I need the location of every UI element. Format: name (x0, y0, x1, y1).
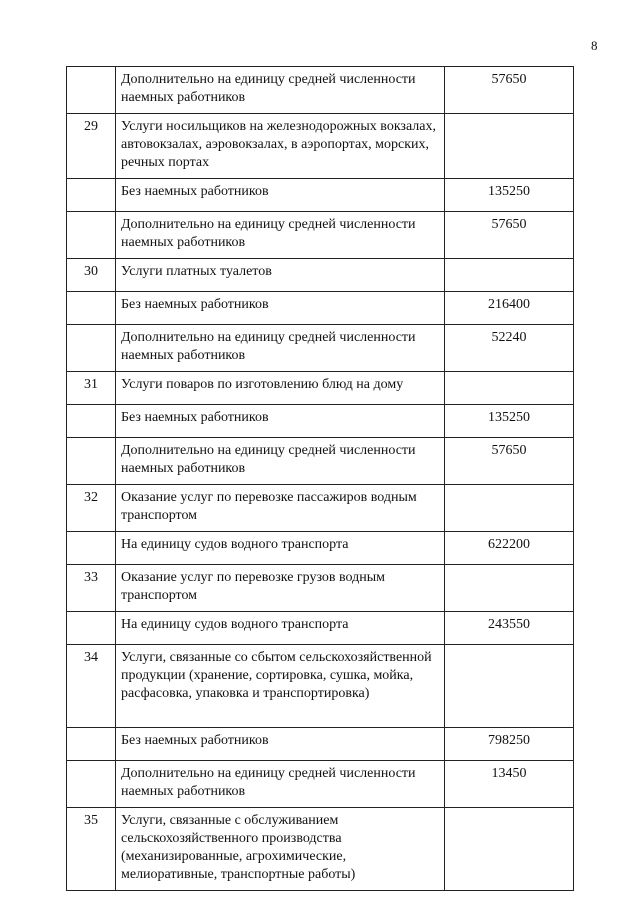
row-value (445, 485, 574, 532)
table-row (67, 645, 574, 728)
row-number (67, 179, 116, 212)
row-description: Дополнительно на единицу средней численности наемных работников (116, 761, 445, 808)
row-number (67, 325, 116, 372)
table-row (67, 292, 574, 325)
row-number: 33 (67, 565, 116, 612)
table-row (67, 532, 574, 565)
page-number: 8 (591, 38, 598, 53)
row-description: Без наемных работников (116, 292, 445, 325)
row-description: Дополнительно на единицу средней численности наемных работников (116, 325, 445, 372)
row-value (445, 372, 574, 405)
row-description: Без наемных работников (116, 405, 445, 438)
row-number (67, 532, 116, 565)
row-number (67, 761, 116, 808)
table-row (67, 405, 574, 438)
row-description: На единицу судов водного транспорта (116, 612, 445, 645)
row-value: 52240 (445, 325, 574, 372)
row-description: Оказание услуг по перевозке грузов водным транспортом (116, 565, 445, 612)
row-value (445, 645, 574, 728)
row-value (445, 808, 574, 891)
row-description: Дополнительно на единицу средней численности наемных работников (116, 67, 445, 114)
row-number: 32 (67, 485, 116, 532)
row-value: 57650 (445, 212, 574, 259)
row-number: 29 (67, 114, 116, 179)
row-description: Без наемных работников (116, 728, 445, 761)
table-row (67, 728, 574, 761)
row-value: 13450 (445, 761, 574, 808)
row-number (67, 612, 116, 645)
row-value: 216400 (445, 292, 574, 325)
table-row (67, 114, 574, 179)
row-number (67, 67, 116, 114)
row-value: 135250 (445, 179, 574, 212)
row-number: 34 (67, 645, 116, 728)
row-number: 31 (67, 372, 116, 405)
table-row (67, 808, 574, 891)
row-description: Без наемных работников (116, 179, 445, 212)
row-value: 57650 (445, 67, 574, 114)
row-description: Услуги, связанные со сбытом сельскохозяйственной продукции (хранение, сортировка, сушка, мойка, расфасовка, упаковка и транспортировка) (116, 645, 445, 728)
row-number: 30 (67, 259, 116, 292)
row-number (67, 405, 116, 438)
row-description: Услуги платных туалетов (116, 259, 445, 292)
row-number (67, 292, 116, 325)
row-description: Услуги, связанные с обслуживанием сельскохозяйственного производства (механизированные, агрохимические, мелиоративные, транспортные работы) (116, 808, 445, 891)
row-value: 57650 (445, 438, 574, 485)
row-value (445, 114, 574, 179)
row-description: Дополнительно на единицу средней численности наемных работников (116, 438, 445, 485)
row-value (445, 565, 574, 612)
table-row (67, 485, 574, 532)
table-row (67, 761, 574, 808)
row-value (445, 259, 574, 292)
table-row (67, 179, 574, 212)
row-description: Услуги носильщиков на железнодорожных вокзалах, автовокзалах, аэровокзалах, в аэропортах, морских, речных портах (116, 114, 445, 179)
row-description: Услуги поваров по изготовлению блюд на дому (116, 372, 445, 405)
row-number (67, 212, 116, 259)
row-number: 35 (67, 808, 116, 891)
table-row (67, 325, 574, 372)
row-number (67, 438, 116, 485)
table-row (67, 67, 574, 114)
table-row (67, 212, 574, 259)
table-row (67, 372, 574, 405)
row-number (67, 728, 116, 761)
row-value: 622200 (445, 532, 574, 565)
table-row (67, 259, 574, 292)
row-description: Оказание услуг по перевозке пассажиров водным транспортом (116, 485, 445, 532)
table-row (67, 565, 574, 612)
row-description: Дополнительно на единицу средней численности наемных работников (116, 212, 445, 259)
table-row (67, 612, 574, 645)
table-row (67, 438, 574, 485)
row-description: На единицу судов водного транспорта (116, 532, 445, 565)
tariff-table (66, 66, 574, 891)
row-value: 243550 (445, 612, 574, 645)
row-value: 135250 (445, 405, 574, 438)
row-value: 798250 (445, 728, 574, 761)
